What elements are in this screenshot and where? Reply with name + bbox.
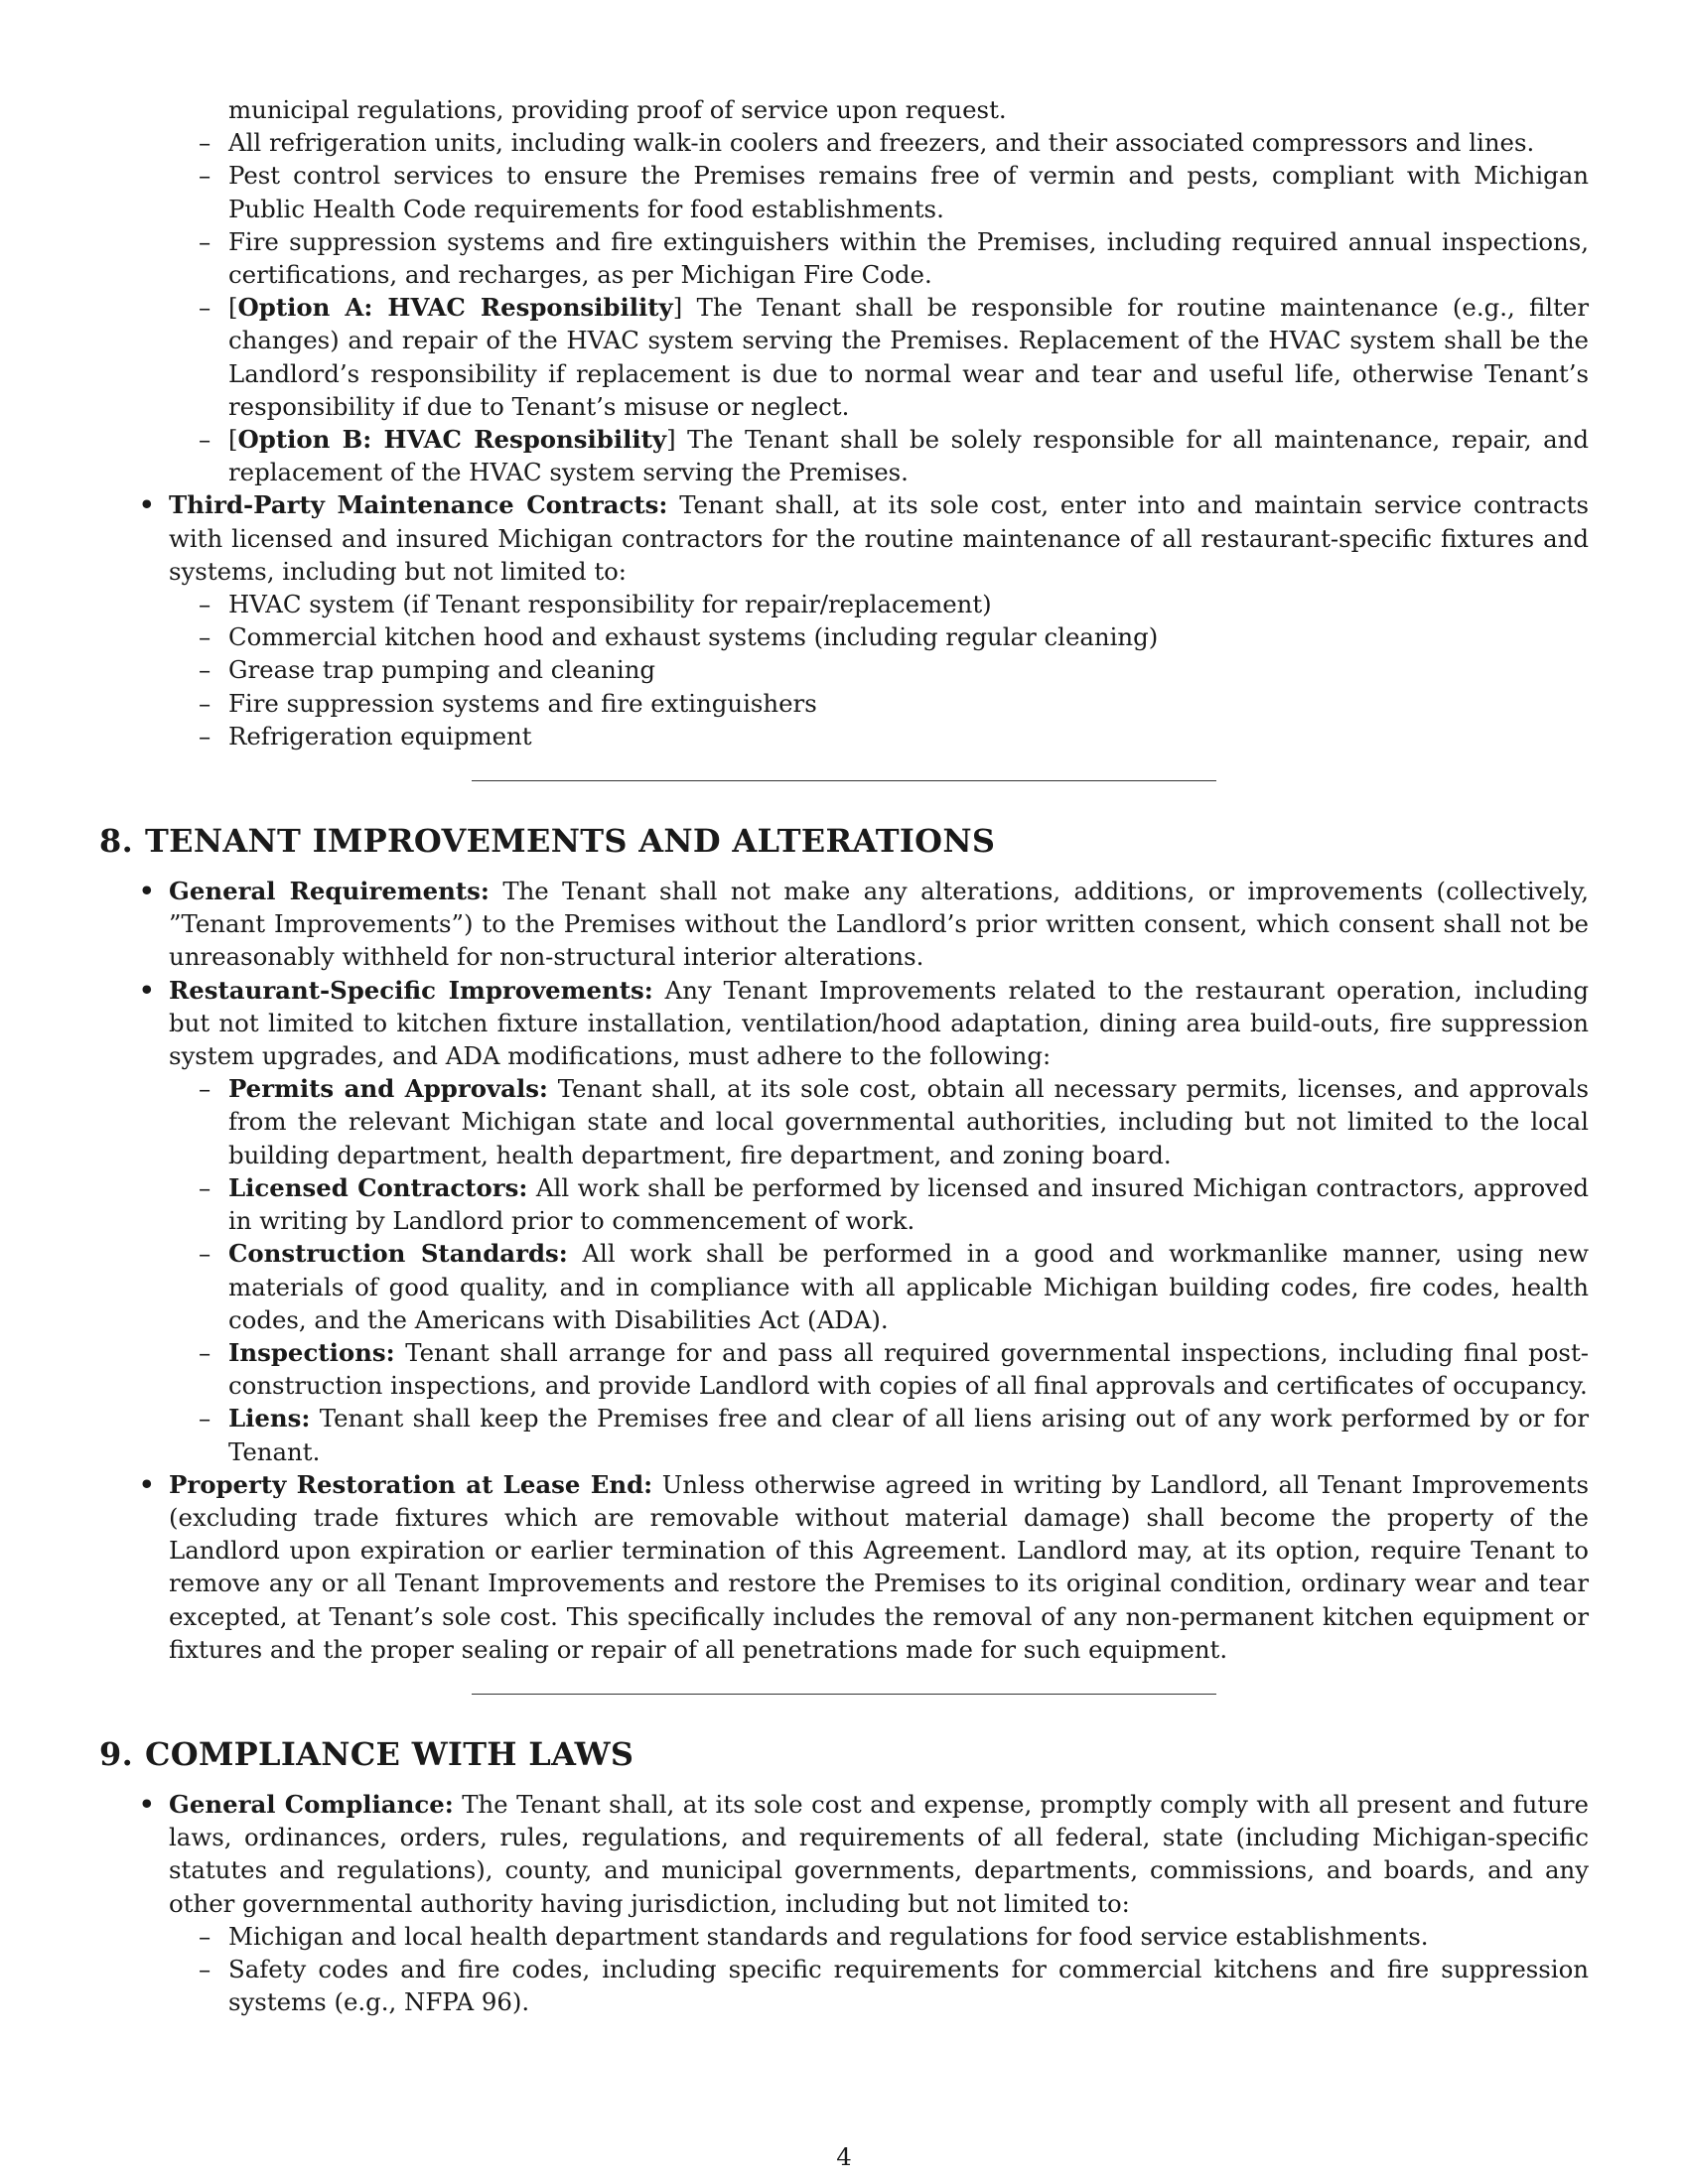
option-a-text: The Tenant shall be responsible for routine maintenance (e.g., filter changes) and repair of the HVAC system serving the Premises. Replacement of the HVAC system shall be the Landlord’s responsibility if replacement is due to normal wear and tear and useful life, otherwise Tenant’s responsibility if due to Tenant’s misuse or neglect. bbox=[228, 293, 1589, 421]
sublist-item-text: Fire suppression systems and fire extinguishers bbox=[228, 688, 817, 718]
dash-marker: – bbox=[199, 1239, 211, 1269]
dash-marker: – bbox=[199, 128, 211, 158]
bullet-label: Restaurant-Specific Improvements: bbox=[169, 975, 653, 1005]
bracket-open: [ bbox=[228, 293, 238, 323]
bullet-general-compliance bbox=[99, 1788, 1589, 1920]
dash-marker: – bbox=[199, 293, 211, 323]
sublist-item-text: HVAC system (if Tenant responsibility for repair/replacement) bbox=[228, 590, 992, 619]
dash-marker: – bbox=[199, 1172, 211, 1202]
sublist-item-text: Michigan and local health department standards and regulations for food service establishments. bbox=[228, 1921, 1429, 1951]
dash-marker: – bbox=[199, 590, 211, 619]
dash-marker: – bbox=[199, 1404, 211, 1433]
sublist-item-liens bbox=[99, 1402, 1589, 1467]
sublist-item-text: All work shall be performed by licensed and insured Michigan contractors, approved in writing by Landlord prior to commencement of work. bbox=[228, 1172, 1589, 1236]
sublist-item-construction-standards bbox=[99, 1237, 1589, 1336]
sublist-item-text: Commercial kitchen hood and exhaust systems (including regular cleaning) bbox=[228, 622, 1159, 652]
sublist-item-text: Grease trap pumping and cleaning bbox=[228, 655, 656, 685]
bullet-label: General Compliance: bbox=[169, 1789, 454, 1819]
dash-marker: – bbox=[199, 226, 211, 256]
section-title: TENANT IMPROVEMENTS AND ALTERATIONS bbox=[145, 822, 996, 861]
dash-marker: – bbox=[199, 1074, 211, 1104]
dash-marker: – bbox=[199, 425, 211, 455]
section-heading-8 bbox=[99, 821, 1589, 861]
dash-marker: – bbox=[199, 721, 211, 751]
bracket-open: [ bbox=[228, 425, 238, 455]
sublist-item-text: Tenant shall keep the Premises free and clear of all liens arising out of any work performed by or for Tenant. bbox=[228, 1404, 1589, 1466]
option-a-label: Option A: HVAC Responsibility bbox=[237, 293, 673, 323]
sublist-item bbox=[99, 1920, 1589, 1953]
sublist-item-label: Permits and Approvals: bbox=[228, 1074, 548, 1104]
section-divider bbox=[472, 1694, 1216, 1695]
sublist-item-inspections bbox=[99, 1336, 1589, 1402]
dash-marker: – bbox=[199, 1337, 211, 1367]
continued-text: municipal regulations, providing proof of service upon request. bbox=[228, 95, 1007, 124]
dash-marker: – bbox=[199, 1921, 211, 1951]
bullet-general-requirements bbox=[99, 875, 1589, 974]
sublist-item bbox=[99, 653, 1589, 686]
sublist-item-licensed-contractors bbox=[99, 1171, 1589, 1237]
dash-marker: – bbox=[199, 161, 211, 191]
bullet-marker: • bbox=[139, 1469, 155, 1499]
section-heading-9 bbox=[99, 1734, 1589, 1774]
bullet-text: Unless otherwise agreed in writing by Landlord, all Tenant Improvements (excluding trade fixtures which are removable without material damage) shall become the property of the Landlord upon expiration or earlier termination of this Agreement. Landlord may, at its option, require Tenant to remove any or all Tenant Improvements and restore the Premises to its original condition, ordinary wear and tear excepted, at Tenant’s sole cost. This specifically includes the removal of any non-permanent kitchen equipment or fixtures and the proper sealing or repair of all penetrations made for such equipment. bbox=[169, 1469, 1589, 1664]
bullet-text: Any Tenant Improvements related to the restaurant operation, including but not limited to kitchen fixture installation, ventilation/hood adaptation, dining area build-outs, fire suppression system upgrades, and ADA modifications, must adhere to the following: bbox=[169, 975, 1589, 1071]
sublist-item-option-a bbox=[99, 291, 1589, 423]
sublist-item-label: Liens: bbox=[228, 1404, 311, 1433]
bullet-third-party-maintenance bbox=[99, 488, 1589, 588]
section-number: 8. bbox=[99, 822, 134, 861]
bracket-close: ] bbox=[666, 425, 676, 455]
bullet-text: The Tenant shall not make any alterations, additions, or improvements (collectively, ”Tenant Improvements”) to the Premises without the Landlord’s prior written consent, which consent shall not be unreasonably withheld for non-structural interior alterations. bbox=[169, 877, 1589, 972]
bullet-label: General Requirements: bbox=[169, 877, 490, 906]
sublist-item-text: Tenant shall, at its sole cost, obtain all necessary permits, licenses, and approvals from the relevant Michigan state and local governmental authorities, including but not limited to the local building department, health department, fire department, and zoning board. bbox=[228, 1074, 1589, 1169]
section-title: COMPLIANCE WITH LAWS bbox=[145, 1734, 634, 1773]
sublist-item bbox=[99, 720, 1589, 752]
sublist-item bbox=[99, 588, 1589, 620]
option-b-text: The Tenant shall be solely responsible for all maintenance, repair, and replacement of the HVAC system serving the Premises. bbox=[228, 425, 1589, 487]
sublist-item-label: Inspections: bbox=[228, 1337, 395, 1367]
sublist-item bbox=[99, 620, 1589, 653]
dash-marker: – bbox=[199, 1954, 211, 1983]
sublist-item-text: Refrigeration equipment bbox=[228, 721, 532, 751]
sublist-item-label: Licensed Contractors: bbox=[228, 1172, 528, 1202]
dash-marker: – bbox=[199, 688, 211, 718]
bullet-marker: • bbox=[139, 490, 155, 520]
bullet-text: Tenant shall, at its sole cost, enter into and maintain service contracts with licensed and insured Michigan contractors for the routine maintenance of all restaurant-specific fixtures and systems, including but not limited to: bbox=[169, 490, 1589, 586]
sublist-item-text: Fire suppression systems and fire extinguishers within the Premises, including required annual inspections, certifications, and recharges, as per Michigan Fire Code. bbox=[228, 226, 1589, 290]
bullet-restaurant-specific-improvements bbox=[99, 974, 1589, 1073]
bullet-property-restoration bbox=[99, 1468, 1589, 1666]
sublist-item-permits bbox=[99, 1072, 1589, 1171]
sublist-item-label: Construction Standards: bbox=[228, 1239, 568, 1269]
bullet-label: Third-Party Maintenance Contracts: bbox=[169, 490, 668, 520]
bracket-close: ] bbox=[672, 293, 683, 323]
bullet-marker: • bbox=[139, 975, 155, 1005]
sublist-item bbox=[99, 126, 1589, 159]
page-number: 4 bbox=[836, 2142, 852, 2171]
sublist-item-text: Pest control services to ensure the Premises remains free of vermin and pests, compliant with Michigan Public Health Code requirements for food establishments. bbox=[228, 161, 1589, 223]
sublist-item bbox=[99, 687, 1589, 720]
sublist-item-text: All refrigeration units, including walk-in coolers and freezers, and their associated compressors and lines. bbox=[228, 128, 1535, 158]
sublist-item-text: All work shall be performed in a good and workmanlike manner, using new materials of good quality, and in compliance with all applicable Michigan building codes, fire codes, health codes, and the Americans with Disabilities Act (ADA). bbox=[228, 1239, 1589, 1334]
section-divider bbox=[472, 780, 1216, 781]
bullet-text: The Tenant shall, at its sole cost and expense, promptly comply with all present and future laws, ordinances, orders, rules, regulations, and requirements of all federal, state (including Michigan-specific statutes and regulations), county, and municipal governments, departments, commissions, and boards, and any other governmental authority having jurisdiction, including but not limited to: bbox=[169, 1789, 1589, 1918]
dash-marker: – bbox=[199, 655, 211, 685]
section-number: 9. bbox=[99, 1734, 134, 1773]
sublist-item-text: Tenant shall arrange for and pass all required governmental inspections, including final post-construction inspections, and provide Landlord with copies of all final approvals and certificates of occupancy. bbox=[228, 1337, 1589, 1401]
sublist-item-option-b bbox=[99, 423, 1589, 488]
sublist-item bbox=[99, 225, 1589, 291]
option-b-label: Option B: HVAC Responsibility bbox=[237, 425, 667, 455]
sublist-item bbox=[99, 159, 1589, 224]
dash-marker: – bbox=[199, 622, 211, 652]
bullet-marker: • bbox=[139, 1789, 155, 1819]
bullet-marker: • bbox=[139, 877, 155, 906]
sublist-item bbox=[99, 1953, 1589, 2018]
document-page bbox=[99, 93, 1589, 2018]
sublist-item-text: Safety codes and fire codes, including specific requirements for commercial kitchens and fire suppression systems (e.g., NFPA 96). bbox=[228, 1954, 1589, 2017]
bullet-label: Property Restoration at Lease End: bbox=[169, 1469, 653, 1499]
